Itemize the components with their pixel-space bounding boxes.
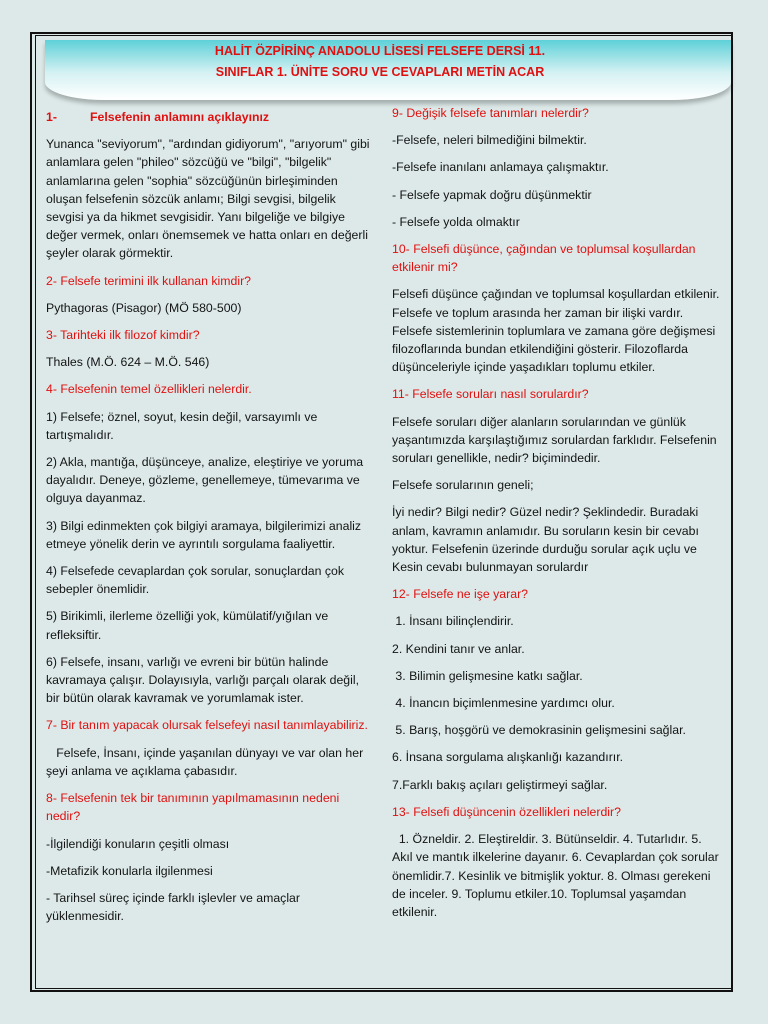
- answer-8-item: - Tarihsel süreç içinde farklı işlevler ve amaçlar yüklenmesidir.: [46, 890, 300, 924]
- question-2: 2- Felsefe terimini ilk kullanan kimdir?: [46, 273, 252, 288]
- question-10: 10- Felsefi düşünce, çağından ve toplumsal koşullardan etkilenir mi?: [392, 242, 696, 275]
- question-13: 13- Felsefi düşüncenin özellikleri nelerdir?: [392, 804, 621, 819]
- question-4: 4- Felsefenin temel özellikleri nelerdir.: [46, 382, 252, 397]
- question-1-text: Felsefenin anlamını açıklayınız: [90, 110, 270, 124]
- answer-2: Pythagoras (Pisagor) (MÖ 580-500): [46, 300, 242, 315]
- answer-4-item: 2) Akla, mantığa, düşünceye, analize, eleştiriye ve yoruma dayalıdır. Deneye, gözleme, genellemeye, tümevarıma ve olguya dayanmaz.: [46, 455, 364, 506]
- question-1: [46, 108, 376, 126]
- answer-4-item: 5) Birikimli, ilerleme özelliği yok, kümülatif/yığılan ve refleksiftir.: [46, 609, 329, 642]
- question-9: 9- Değişik felsefe tanımları nelerdir?: [392, 106, 589, 120]
- question-1-number: 1-: [46, 110, 57, 124]
- answer-8-item: -İlgilendiği konuların çeşitli olması: [46, 836, 230, 851]
- answer-12-item: 2. Kendini tanır ve anlar.: [392, 641, 525, 656]
- answer-11-part: Felsefe soruları diğer alanların sorularından ve günlük yaşantımızda karşılaştığımız sorulardan farklıdır. Felsefenin soruları genellikle, nedir? biçimindedir.: [392, 414, 717, 466]
- answer-8-item: -Metafizik konularla ilgilenmesi: [46, 863, 213, 878]
- page-title: [100, 41, 660, 83]
- answer-9-item: -Felsefe, neleri bilmediğini bilmektir.: [392, 133, 587, 148]
- title-line-2: SINIFLAR 1. ÜNİTE SORU VE CEVAPLARI METİN ACAR: [215, 65, 545, 79]
- right-column: [392, 104, 722, 930]
- answer-12-item: 5. Barış, hoşgörü ve demokrasinin gelişmesini sağlar.: [392, 723, 686, 738]
- answer-1: Yunanca "seviyorum", "ardından gidiyorum", "arıyorum" gibi anlamlara gelen "phileo" sözcüğü ve "bilgi", "bilgelik" anlamlarına gelen "sophia" sözcüğünün birleşiminden oluşan felsefenin sözcük anlamı; Bilgi sevgisi, bilgelik sevgisi ya da hikmet sevgisidir. Yanı bilgeliğe ve bilgiye değer vermek, onları önemsemek ve hatta onları en değerli şeyler olarak görmektir.: [46, 137, 370, 261]
- question-7: 7- Bir tanım yapacak olursak felsefeyi nasıl tanımlayabiliriz.: [46, 718, 368, 733]
- question-8: 8- Felsefenin tek bir tanımının yapılmamasının nedeni nedir?: [46, 791, 340, 824]
- question-11: 11- Felsefe soruları nasıl sorulardır?: [392, 387, 589, 402]
- left-column: [46, 108, 376, 934]
- answer-13: 1. Özneldir. 2. Eleştireldir. 3. Bütünseldir. 4. Tutarlıdır. 5. Akıl ve mantık ilkelerine dayanır. 6. Cevaplardan çok sorular önemlidir.7. Kesinlik ve bitmişlik yoktur. 8. Olması gerekeni de inceler. 9. Toplumu etkiler.10. Toplumsal yaşamdan etkilenir.: [392, 832, 723, 919]
- answer-11-part: İyi nedir? Bilgi nedir? Güzel nedir? Şeklindedir. Buradaki anlam, kavramın anlamıdır. Bu soruların kesin bir cevabı yoktur. Felsefenin üzerinde durduğu sorular açık uçlu ve Kesin cevabı bulunmayan sorulardır: [392, 505, 699, 575]
- answer-11-part: Felsefe sorularının geneli;: [392, 478, 534, 493]
- answer-4-item: 4) Felsefede cevaplardan çok sorular, sonuçlardan çok sebepler önemlidir.: [46, 564, 345, 597]
- answer-9-item: - Felsefe yolda olmaktır: [392, 214, 520, 229]
- answer-7: Felsefe, İnsanı, içinde yaşanılan dünyayı ve var olan her şeyi anlama ve açıklama çabasıdır.: [46, 745, 367, 778]
- answer-12-item: 3. Bilimin gelişmesine katkı sağlar.: [392, 668, 583, 683]
- question-3: 3- Tarihteki ilk filozof kimdir?: [46, 328, 200, 343]
- question-12: 12- Felsefe ne işe yarar?: [392, 587, 529, 602]
- answer-12-item: 6. İnsana sorgulama alışkanlığı kazandırır.: [392, 750, 624, 765]
- answer-12-item: 4. İnancın biçimlenmesine yardımcı olur.: [392, 696, 615, 711]
- answer-3: Thales (M.Ö. 624 – M.Ö. 546): [46, 355, 210, 370]
- answer-4-item: 6) Felsefe, insanı, varlığı ve evreni bir bütün halinde kavramaya çalışır. Dolayısıyla, varlığı parçalı olarak değil, bir bütün olarak kavramak ve yorumlamak ister.: [46, 654, 360, 706]
- answer-4-item: 1) Felsefe; öznel, soyut, kesin değil, varsayımlı ve tartışmalıdır.: [46, 409, 318, 442]
- title-line-1: HALİT ÖZPİRİNÇ ANADOLU LİSESİ FELSEFE DERSİ 11.: [214, 44, 546, 58]
- answer-9-item: -Felsefe inanılanı anlamaya çalışmaktır.: [392, 160, 609, 175]
- answer-9-item: - Felsefe yapmak doğru düşünmektir: [392, 187, 592, 202]
- answer-10: Felsefi düşünce çağından ve toplumsal koşullardan etkilenir. Felsefe ve toplum arasında her zaman bir ilişki vardır. Felsefe sistemlerinin toplumlara ve zamana göre değişmesi filozoflarında bundan etkilendiğini gösterir. Filozoflarda düşünceleriyle içinde yaşadıkları toplumu etkiler.: [392, 287, 720, 375]
- answer-4-item: 3) Bilgi edinmekten çok bilgiyi aramaya, bilgilerimizi analiz etmeye yönelik derin ve ayrıntılı sorgulama faaliyettir.: [46, 518, 362, 551]
- answer-12-item: 1. İnsanı bilinçlendirir.: [392, 614, 514, 629]
- answer-12-item: 7.Farklı bakış açıları geliştirmeyi sağlar.: [392, 777, 608, 792]
